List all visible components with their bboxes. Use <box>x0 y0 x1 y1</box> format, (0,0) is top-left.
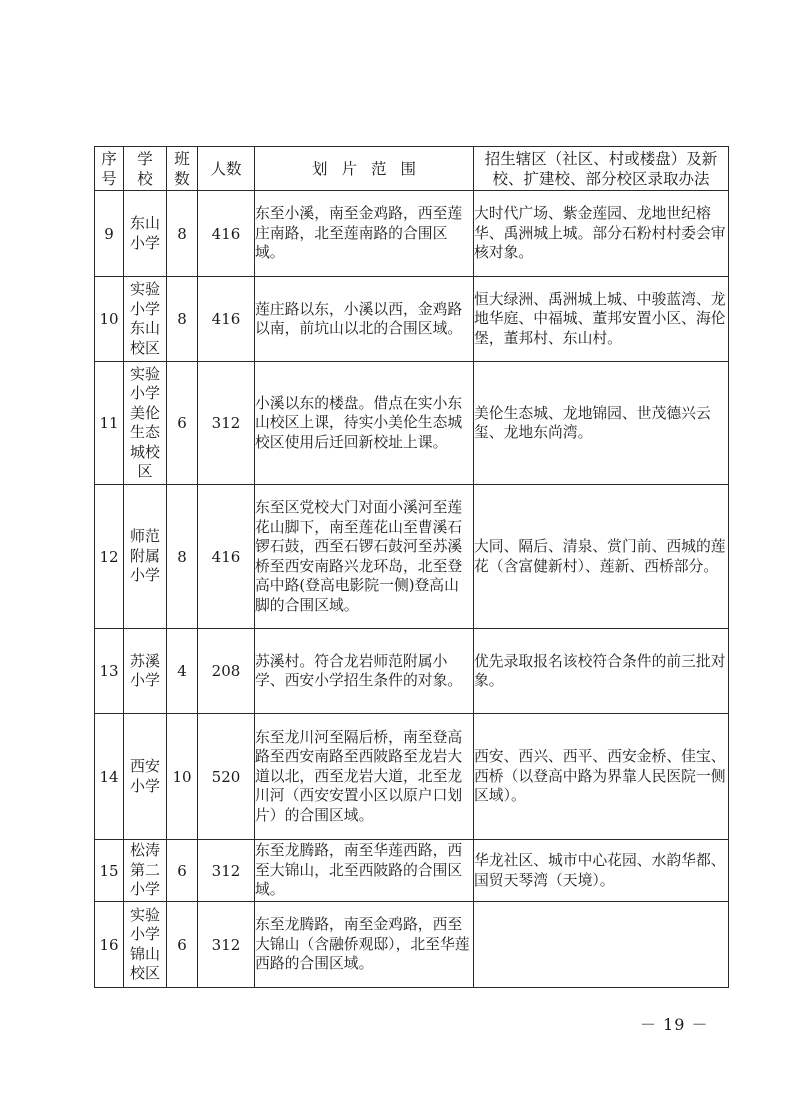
row-students-cell: 520 <box>198 714 255 840</box>
row-index-cell: 14 <box>95 714 124 840</box>
row-students-cell: 416 <box>198 485 255 629</box>
row-school-cell: 松涛第二小学 <box>124 840 167 902</box>
table-row <box>95 714 729 840</box>
table-row <box>95 629 729 714</box>
table-row <box>95 902 729 988</box>
row-classes-cell: 8 <box>167 485 198 629</box>
row-method-cell: 西安、西兴、西平、西安金桥、佳宝、西桥（以登高中路为界靠人民医院一侧区域）。 <box>474 714 729 840</box>
row-classes-cell: 10 <box>167 714 198 840</box>
row-index-cell: 13 <box>95 629 124 714</box>
header-method: 招生辖区（社区、村或楼盘）及新校、扩建校、部分校区录取办法 <box>474 147 729 191</box>
row-students-cell: 312 <box>198 362 255 485</box>
row-students-cell: 208 <box>198 629 255 714</box>
row-method-cell: 大时代广场、紫金莲园、龙地世纪榕华、禹洲城上城。部分石粉村村委会审核对象。 <box>474 191 729 277</box>
row-range-cell: 东至龙腾路，南至金鸡路，西至大锦山（含融侨观邸），北至华莲西路的合围区域。 <box>255 902 474 988</box>
table-row <box>95 362 729 485</box>
row-classes-cell: 8 <box>167 277 198 362</box>
table-row <box>95 277 729 362</box>
row-index-cell: 12 <box>95 485 124 629</box>
row-method-cell: 华龙社区、城市中心花园、水韵华都、国贸天琴湾（天境）。 <box>474 840 729 902</box>
row-range-cell: 苏溪村。符合龙岩师范附属小学、西安小学招生条件的对象。 <box>255 629 474 714</box>
row-range-cell: 小溪以东的楼盘。借点在实小东山校区上课，待实小美伦生态城校区使用后迁回新校址上课。 <box>255 362 474 485</box>
header-students: 人数 <box>198 147 255 191</box>
header-classes: 班数 <box>167 147 198 191</box>
row-students-cell: 416 <box>198 277 255 362</box>
row-method-cell: 恒大绿洲、禹洲城上城、中骏蓝湾、龙地华庭、中福城、董邦安置小区、海伦堡，董邦村、东山村。 <box>474 277 729 362</box>
row-classes-cell: 8 <box>167 191 198 277</box>
row-method-cell: 优先录取报名该校符合条件的前三批对象。 <box>474 629 729 714</box>
row-school-cell: 西安小学 <box>124 714 167 840</box>
row-method-cell: 美伦生态城、龙地锦园、世茂德兴云玺、龙地东尚湾。 <box>474 362 729 485</box>
row-school-cell: 苏溪小学 <box>124 629 167 714</box>
row-range-cell: 东至小溪，南至金鸡路，西至莲庄南路，北至莲南路的合围区域。 <box>255 191 474 277</box>
row-index-cell: 15 <box>95 840 124 902</box>
row-students-cell: 312 <box>198 840 255 902</box>
row-school-cell: 实验小学美伦生态城校区 <box>124 362 167 485</box>
school-zoning-table <box>94 146 729 988</box>
row-index-cell: 10 <box>95 277 124 362</box>
row-index-cell: 11 <box>95 362 124 485</box>
header-range: 划片范围 <box>255 147 474 191</box>
row-classes-cell: 6 <box>167 840 198 902</box>
row-students-cell: 416 <box>198 191 255 277</box>
table-row <box>95 485 729 629</box>
row-method-cell <box>474 902 729 988</box>
row-index-cell: 9 <box>95 191 124 277</box>
table-header-row <box>95 147 729 191</box>
header-school: 学校 <box>124 147 167 191</box>
table-row <box>95 191 729 277</box>
row-range-cell: 东至区党校大门对面小溪河至莲花山脚下，南至莲花山至曹溪石锣石鼓，西至石锣石鼓河至苏溪桥至西安南路兴龙环岛，北至登高中路(登高电影院一侧)登高山脚的合围区域。 <box>255 485 474 629</box>
row-range-cell: 东至龙川河至隔后桥，南至登高路至西安南路至西陂路至龙岩大道以北，西至龙岩大道，北至龙川河（西安安置小区以原户口划片）的合围区域。 <box>255 714 474 840</box>
row-range-cell: 莲庄路以东，小溪以西，金鸡路以南，前坑山以北的合围区域。 <box>255 277 474 362</box>
row-classes-cell: 4 <box>167 629 198 714</box>
row-school-cell: 东山小学 <box>124 191 167 277</box>
page-number: － 19 － <box>640 1015 709 1034</box>
row-students-cell: 312 <box>198 902 255 988</box>
row-method-cell: 大同、隔后、清泉、赏门前、西城的莲花（含富健新村）、莲新、西桥部分。 <box>474 485 729 629</box>
row-school-cell: 师范附属小学 <box>124 485 167 629</box>
row-classes-cell: 6 <box>167 902 198 988</box>
row-range-cell: 东至龙腾路，南至华莲西路，西至大锦山，北至西陂路的合围区域。 <box>255 840 474 902</box>
table-row <box>95 840 729 902</box>
row-school-cell: 实验小学东山校区 <box>124 277 167 362</box>
row-school-cell: 实验小学锦山校区 <box>124 902 167 988</box>
header-index: 序号 <box>95 147 124 191</box>
row-classes-cell: 6 <box>167 362 198 485</box>
row-index-cell: 16 <box>95 902 124 988</box>
